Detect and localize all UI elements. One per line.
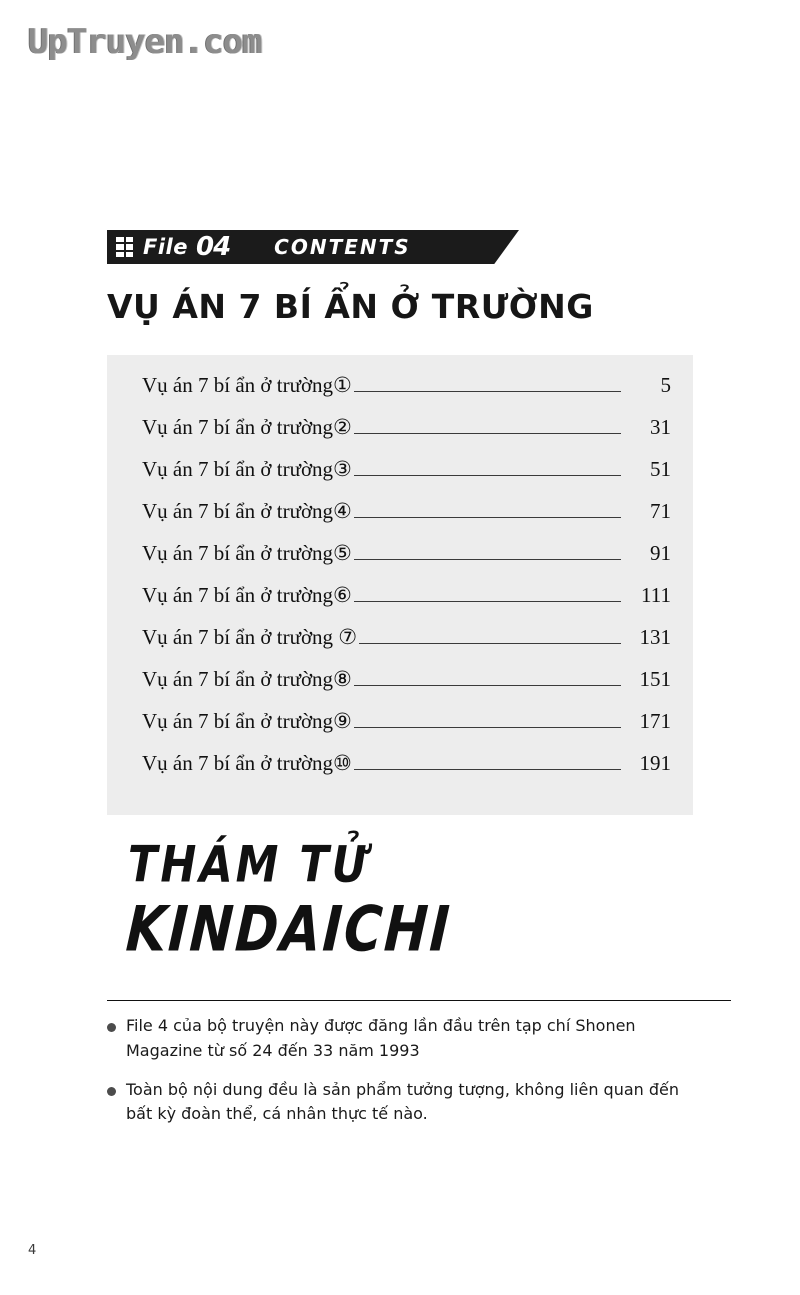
list-item[interactable]	[107, 667, 693, 709]
toc-entry-label: Vụ án 7 bí ẩn ở trường⑩	[142, 751, 352, 775]
bullet-icon	[107, 1023, 116, 1032]
toc-leader-line	[354, 516, 621, 518]
toc-entry-label: Vụ án 7 bí ẩn ở trường⑤	[142, 541, 352, 565]
divider	[107, 1000, 731, 1001]
note-text: Toàn bộ nội dung đều là sản phẩm tưởng tượng, không liên quan đến bất kỳ đoàn thể, cá nhân thực tế nào.	[126, 1079, 680, 1124]
list-item[interactable]	[107, 415, 693, 457]
list-item[interactable]	[107, 373, 693, 415]
toc-entry-label: Vụ án 7 bí ẩn ở trường⑨	[142, 709, 352, 733]
page-title: VỤ ÁN 7 BÍ ẨN Ở TRƯỜNG	[107, 287, 594, 326]
table-of-contents	[107, 355, 693, 815]
toc-entry-page: 91	[650, 541, 671, 565]
toc-entry-page: 171	[639, 709, 671, 733]
note-text: File 4 của bộ truyện này được đăng lần đầu trên tạp chí Shonen Magazine từ số 24 đến 33 năm 1993	[126, 1016, 636, 1060]
toc-entry-label: Vụ án 7 bí ẩn ở trường⑥	[142, 583, 352, 607]
toc-entry-label: Vụ án 7 bí ẩn ở trường ⑦	[142, 625, 358, 649]
toc-entry-label: Vụ án 7 bí ẩn ở trường③	[142, 457, 352, 481]
toc-leader-line	[354, 726, 621, 728]
notes-section	[107, 1014, 731, 1141]
banner-contents-label: CONTENTS	[274, 235, 411, 259]
list-item[interactable]	[107, 583, 693, 625]
series-logo	[124, 836, 468, 967]
toc-entry-page: 5	[660, 373, 671, 397]
list-item[interactable]	[107, 751, 693, 793]
bullet-icon	[107, 1087, 116, 1096]
toc-leader-line	[359, 642, 621, 644]
page-number: 4	[28, 1243, 37, 1258]
list-item	[107, 1078, 731, 1128]
toc-entry-page: 191	[639, 751, 671, 775]
toc-entry-label: Vụ án 7 bí ẩn ở trường⑧	[142, 667, 352, 691]
list-item[interactable]	[107, 625, 693, 667]
toc-leader-line	[354, 432, 621, 434]
toc-leader-line	[354, 768, 621, 770]
toc-entry-page: 151	[639, 667, 671, 691]
list-item[interactable]	[107, 457, 693, 499]
grid-glyph-icon	[116, 237, 133, 257]
list-item[interactable]	[107, 541, 693, 583]
site-watermark: UpTruyen.com	[28, 22, 262, 62]
list-item	[107, 1014, 731, 1064]
list-item[interactable]	[107, 709, 693, 751]
toc-entry-label: Vụ án 7 bí ẩn ở trường①	[142, 373, 352, 397]
toc-entry-page: 111	[641, 583, 671, 607]
banner-file-number: 04	[195, 232, 231, 262]
toc-leader-line	[354, 474, 621, 476]
toc-entry-page: 31	[650, 415, 671, 439]
file-banner	[107, 230, 519, 264]
toc-leader-line	[354, 600, 621, 602]
list-item[interactable]	[107, 499, 693, 541]
toc-entry-page: 131	[639, 625, 671, 649]
toc-entry-label: Vụ án 7 bí ẩn ở trường②	[142, 415, 352, 439]
toc-leader-line	[354, 558, 621, 560]
toc-entry-label: Vụ án 7 bí ẩn ở trường④	[142, 499, 352, 523]
toc-entry-page: 51	[650, 457, 671, 481]
series-logo-line2: KINDAICHI	[124, 894, 454, 967]
banner-file-label: File	[143, 235, 188, 259]
toc-entry-page: 71	[650, 499, 671, 523]
series-logo-line1: THÁM TỬ	[128, 836, 370, 895]
toc-leader-line	[354, 684, 621, 686]
toc-leader-line	[354, 390, 621, 392]
